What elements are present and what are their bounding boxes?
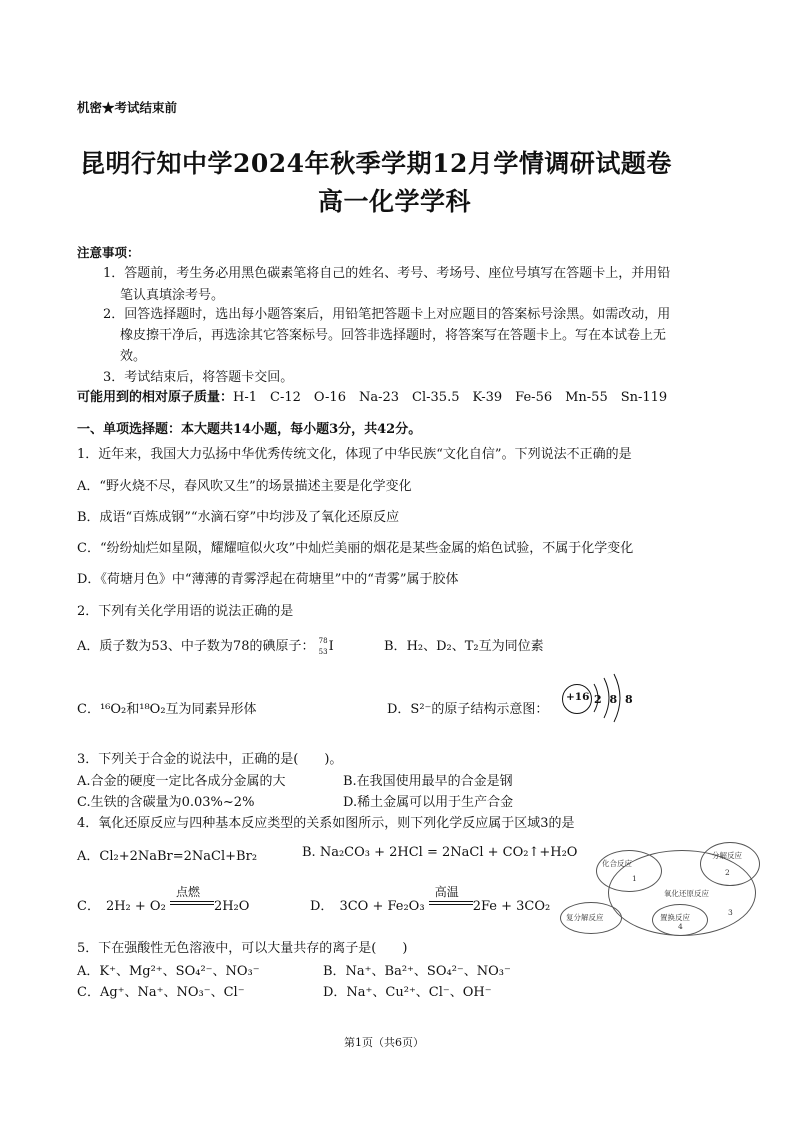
condition-text: 高温 (434, 885, 459, 899)
notice-line: 3．考试结束后，将答题卡交回。 (103, 370, 294, 385)
option-a: A.合金的硬度一定比各成分金属的大 (77, 774, 286, 789)
notice-heading: 注意事项： (77, 245, 140, 260)
notice-line: 1．答题前，考生务必用黑色碳素笔将自己的姓名、考号、考场号、座位号填写在答题卡上，并用铅 (103, 266, 671, 281)
option-c: C.生铁的含碳量为0.03%~2% (77, 795, 255, 810)
question-stem: 4．氧化还原反应与四种基本反应类型的关系如图所示，则下列化学反应属于区域3的是 (77, 816, 575, 831)
option-b: B．Na⁺、Ba²⁺、SO₄²⁻、NO₃⁻ (323, 964, 511, 979)
equals-line (170, 904, 214, 905)
option-a-text: A．质子数为53、中子数为78的碘原子： (77, 639, 315, 654)
question-stem: 3．下列关于合金的说法中，正确的是( )。 (77, 752, 343, 767)
atomic-mass-label: 可能用到的相对原子质量： (77, 390, 234, 405)
equals-line (429, 904, 473, 905)
option-d: D.稀土金属可以用于生产合金 (343, 795, 514, 810)
section-heading: 一、单项选择题：本大题共14小题，每小题3分，共42分。 (77, 422, 422, 437)
decomposition-label: 分解反应 (712, 851, 742, 860)
equals-line (170, 901, 214, 902)
option-b-label: B． (384, 639, 407, 654)
equals-line (429, 901, 473, 902)
combination-label: 化合反应 (602, 859, 632, 868)
redox-label: 氧化还原反应 (664, 889, 709, 898)
reaction-condition (429, 885, 473, 910)
option-a: A．“野火烧不尽，春风吹又生”的场景描述主要是化学变化 (77, 479, 412, 494)
reactants: 3CO + Fe₂O₃ (339, 899, 425, 914)
region-1: 1 (632, 874, 637, 883)
notice-line: 2．回答选择题时，选出每小题答案后，用铅笔把答题卡上对应题目的答案标号涂黑。如需改动，用 (103, 307, 671, 322)
condition-text: 点燃 (175, 885, 200, 899)
notice-line: 笔认真填涂考号。 (120, 288, 225, 303)
option-a: A．K⁺、Mg²⁺、SO₄²⁻、NO₃⁻ (77, 964, 260, 979)
option-b-text: H₂、D₂、T₂互为同位素 (406, 639, 544, 654)
option-a (77, 635, 334, 654)
option-b: B.在我国使用最早的合金是钢 (343, 774, 513, 789)
option-b: B. Na₂CO₃ + 2HCl = 2NaCl + CO₂↑+H₂O (302, 845, 578, 860)
option-d: D．S²⁻的原子结构示意图： (387, 702, 549, 717)
page-number: 第1页（共6页） (344, 1036, 424, 1049)
displacement-label: 置换反应 (660, 913, 690, 922)
region-4: 4 (678, 922, 683, 931)
reactants: 2H₂ + O₂ (105, 899, 166, 914)
option-c-label: C． (77, 899, 100, 914)
option-b (384, 635, 544, 654)
reaction-condition (170, 885, 214, 910)
region-3: 3 (728, 908, 733, 917)
products: 2Fe + 3CO₂ (472, 899, 551, 914)
option-d (310, 885, 551, 914)
element-symbol: I (328, 639, 334, 654)
double-displacement-label: 复分解反应 (566, 913, 604, 922)
page-title: 昆明行知中学2024年秋季学期12月学情调研试题卷 (80, 149, 672, 178)
option-a: A．Cl₂+2NaBr=2NaCl+Br₂ (77, 849, 258, 864)
option-d: D．《荷塘月色》中“薄薄的青雾浮起在荷塘里”中的“青雾”属于胶体 (77, 572, 459, 587)
option-d-label: D． (310, 899, 334, 914)
shell-electrons: 2 8 8 (594, 693, 635, 706)
atomic-number: 53 (318, 647, 328, 656)
page-subtitle: 高一化学学科 (318, 187, 472, 216)
option-d: D．Na⁺、Cu²⁺、Cl⁻、OH⁻ (323, 985, 492, 1000)
option-c: C．¹⁶O₂和¹⁸O₂互为同素异形体 (77, 702, 257, 717)
atomic-mass-values: H-1 C-12 O-16 Na-23 Cl-35.5 K-39 Fe-56 Mn-55 Sn-119 (233, 390, 668, 405)
option-c (77, 885, 250, 914)
atomic-mass-line (77, 386, 667, 405)
option-c: C．“纷纷灿烂如星陨，耀耀喧似火攻”中灿烂美丽的烟花是某些金属的焰色试验，不属于化学变化 (77, 541, 634, 556)
combination-ellipse (596, 850, 662, 892)
products: 2H₂O (213, 899, 250, 914)
decomposition-ellipse (700, 842, 760, 886)
mass-number: 78 (318, 636, 328, 645)
option-b: B．成语“百炼成钢”“水滴石穿”中均涉及了氧化还原反应 (77, 510, 400, 525)
notice-line: 效。 (120, 349, 147, 364)
region-2: 2 (725, 868, 730, 877)
nucleus-charge: +16 (566, 691, 590, 703)
confidential-label: 机密★考试结束前 (77, 100, 178, 115)
reaction-venn-diagram (560, 838, 760, 938)
question-stem: 5．下在强酸性无色溶液中，可以大量共存的离子是( ) (77, 941, 408, 956)
option-c: C．Ag⁺、Na⁺、NO₃⁻、Cl⁻ (77, 985, 245, 1000)
isotope-notation (318, 636, 329, 656)
question-stem: 1．近年来，我国大力弘扬中华优秀传统文化，体现了中华民族“文化自信”。下列说法不正确的是 (77, 447, 632, 462)
notice-line: 橡皮擦干净后，再选涂其它答案标号。回答非选择题时，将答案写在答题卡上。写在本试卷上无 (120, 328, 667, 343)
question-stem: 2．下列有关化学用语的说法正确的是 (77, 604, 294, 619)
